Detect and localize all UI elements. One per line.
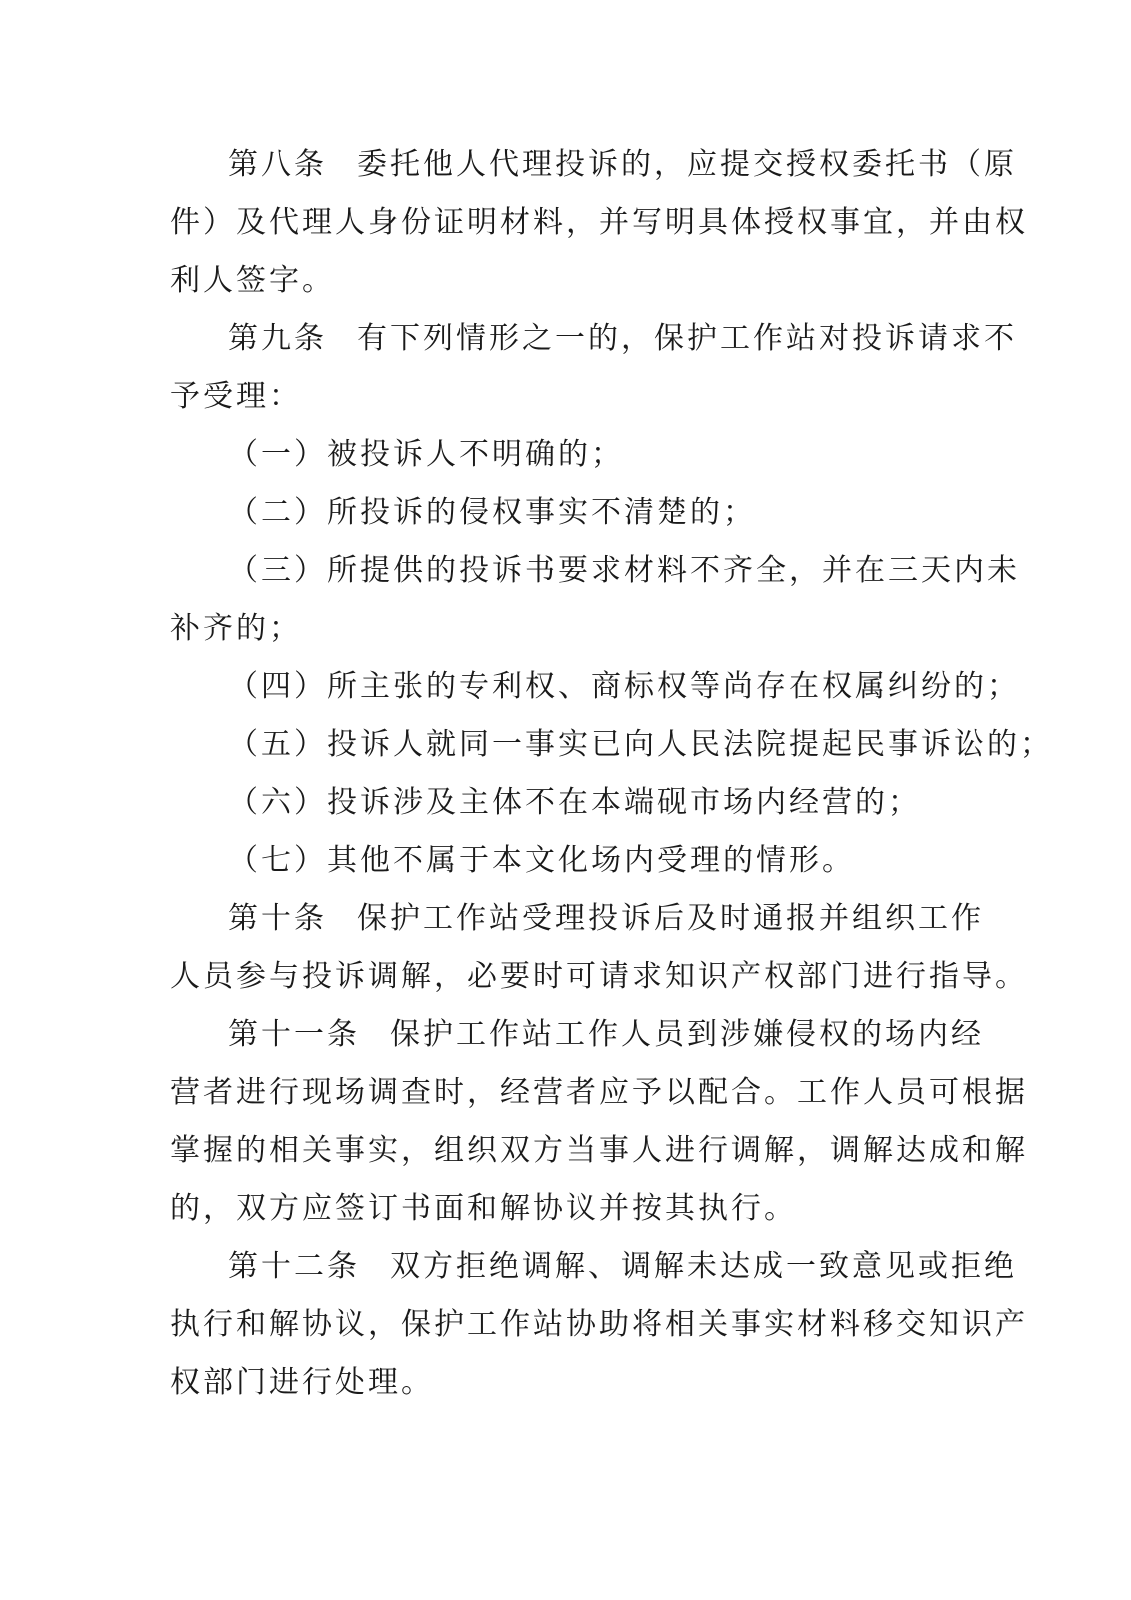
item-4: （四）所主张的专利权、商标权等尚存在权属纠纷的； (228, 669, 1020, 704)
article-11-line-4: 的，双方应签订书面和解协议并按其执行。 (170, 1191, 797, 1226)
article-9-label: 第九条 (228, 321, 327, 356)
article-8-line-3: 利人签字。 (170, 263, 335, 298)
article-10-label: 第十条 (228, 901, 327, 936)
article-11-line-3: 掌握的相关事实，组织双方当事人进行调解，调解达成和解 (170, 1133, 1028, 1168)
article-12-line-1: 第十二条 双方拒绝调解、调解未达成一致意见或拒绝 (228, 1249, 1017, 1284)
article-12-line-2: 执行和解协议，保护工作站协助将相关事实材料移交知识产 (170, 1307, 1028, 1342)
article-12-line-3: 权部门进行处理。 (170, 1365, 434, 1400)
article-10-line-1: 第十条 保护工作站受理投诉后及时通报并组织工作 (228, 901, 984, 936)
item-2: （二）所投诉的侵权事实不清楚的； (228, 495, 756, 530)
article-9-line-1: 第九条 有下列情形之一的，保护工作站对投诉请求不 (228, 321, 1017, 356)
article-11-line-1: 第十一条 保护工作站工作人员到涉嫌侵权的场内经 (228, 1017, 984, 1052)
article-10-line-2: 人员参与投诉调解，必要时可请求知识产权部门进行指导。 (170, 959, 1028, 994)
item-3-line-2: 补齐的； (170, 611, 302, 646)
item-1: （一）被投诉人不明确的； (228, 437, 624, 472)
item-7: （七）其他不属于本文化场内受理的情形。 (228, 843, 855, 878)
item-6: （六）投诉涉及主体不在本端砚市场内经营的； (228, 785, 921, 820)
article-12-label: 第十二条 (228, 1249, 360, 1284)
article-11-label: 第十一条 (228, 1017, 360, 1052)
article-11-line-2: 营者进行现场调查时，经营者应予以配合。工作人员可根据 (170, 1075, 1028, 1110)
article-8-line-1: 第八条 委托他人代理投诉的，应提交授权委托书（原 (228, 147, 1017, 182)
item-3-line-1: （三）所提供的投诉书要求材料不齐全，并在三天内未 (228, 553, 1020, 588)
item-5: （五）投诉人就同一事实已向人民法院提起民事诉讼的； (228, 727, 1053, 762)
article-9-line-2: 予受理： (170, 379, 302, 414)
article-8-label: 第八条 (228, 147, 327, 182)
article-8-line-2: 件）及代理人身份证明材料，并写明具体授权事宜，并由权 (170, 205, 1028, 240)
